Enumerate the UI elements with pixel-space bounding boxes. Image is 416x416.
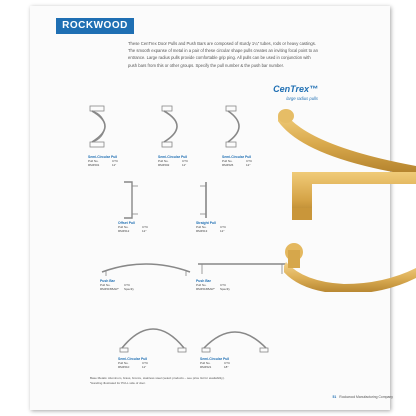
- product-push-bar-2: [196, 252, 288, 291]
- ctc-value: 11": [142, 365, 147, 369]
- ctc-header: CTC: [246, 159, 253, 163]
- ctc-header: CTC: [124, 283, 131, 287]
- pull-no-header: Pull No.: [158, 159, 169, 163]
- intro-paragraph: These CenTrex Door Pulls and Push Bars are composed of sturdy 1¼" tubes, rods or heavy castings. The smooth expanse of metal in a pair of these circular shape pulls creates an inviting focal point to an entrance. Large radius pulls provide comfortable grip ping. All pulls can be used in conjunction with push bars from this or other groups. Specify the pull number & the push bar number.: [128, 41, 318, 68]
- ctc-value: Specify: [220, 287, 230, 291]
- pull-no: RM4526: [222, 163, 234, 167]
- ctc-value: Specify: [124, 287, 134, 291]
- item-title: Straight Pull: [196, 221, 216, 225]
- item-title: Semi-Circular Pull: [158, 155, 188, 159]
- pull-no: RM4513: [196, 229, 208, 233]
- ctc-value: 11": [112, 163, 117, 167]
- pull-no: RM4515BAR*: [100, 287, 119, 291]
- pull-no: RM4516BAR*: [196, 287, 215, 291]
- page-number: 51: [332, 395, 337, 399]
- semicircular-pull-drawing: [118, 316, 188, 356]
- ctc-header: CTC: [142, 225, 149, 229]
- pull-no: RM4521: [200, 365, 212, 369]
- pull-no-header: Pull No.: [118, 361, 129, 365]
- ctc-header: CTC: [220, 283, 227, 287]
- ctc-value: 11": [182, 163, 187, 167]
- pull-no: RM4510: [118, 365, 130, 369]
- company-name: Rockwood Manufacturing Company: [339, 395, 393, 399]
- ctc-header: CTC: [182, 159, 189, 163]
- ctc-header: CTC: [142, 361, 149, 365]
- pull-no-header: Pull No.: [222, 159, 233, 163]
- footer-notes: [90, 376, 320, 386]
- rockwood-logo: ROCKWOOD: [56, 18, 134, 34]
- semicircular-pull-drawing: [158, 104, 198, 154]
- product-semicircular-2: [158, 104, 228, 167]
- pull-no-header: Pull No.: [88, 159, 99, 163]
- item-title: Push Bar: [100, 279, 115, 283]
- product-straight-pull: [196, 180, 266, 233]
- brass-pull-photo-2: [288, 168, 416, 224]
- product-semicircular-5: [200, 316, 270, 369]
- push-bar-drawing: [196, 252, 288, 278]
- pull-no-header: Pull No.: [196, 283, 207, 287]
- item-title: Semi-Circular Pull: [222, 155, 252, 159]
- handing-note: *Handing illustrated for PULL side of door.: [90, 381, 146, 385]
- ctc-header: CTC: [224, 361, 231, 365]
- pull-no-header: Pull No.: [118, 225, 129, 229]
- semicircular-pull-drawing: [200, 316, 270, 356]
- ctc-header: CTC: [220, 225, 227, 229]
- ctc-value: 12": [220, 229, 225, 233]
- item-title: Semi-Circular Pull: [88, 155, 118, 159]
- pull-no-header: Pull No.: [196, 225, 207, 229]
- product-semicircular-1: [88, 104, 158, 167]
- page-footer: [285, 395, 393, 399]
- brass-pull-photo-3: [284, 232, 416, 292]
- brand-subtitle: large radius pulls: [286, 96, 318, 101]
- offset-pull-drawing: [118, 180, 158, 220]
- product-offset-pull: [118, 180, 188, 233]
- ctc-value: 12": [246, 163, 251, 167]
- product-semicircular-4: [118, 316, 188, 369]
- push-bar-drawing: [100, 252, 192, 278]
- pull-no: RM4502: [158, 163, 170, 167]
- semicircular-pull-drawing: [88, 104, 128, 154]
- item-title: Semi-Circular Pull: [118, 357, 148, 361]
- ctc-header: CTC: [112, 159, 119, 163]
- brand-title: CenTrex™: [273, 84, 318, 94]
- pull-no: RM4501: [88, 163, 100, 167]
- pull-no: RM4512: [118, 229, 130, 233]
- item-title: Semi-Circular Pull: [200, 357, 230, 361]
- pull-no-header: Pull No.: [200, 361, 211, 365]
- semicircular-pull-drawing: [222, 104, 262, 154]
- base-metals-note: Base Metals: Aluminum, brass, bronze, stainless steel (select products – see price list for availability).: [90, 376, 225, 380]
- item-title: Push Bar: [196, 279, 211, 283]
- ctc-value: 18": [224, 365, 229, 369]
- product-push-bar-1: [100, 252, 192, 291]
- straight-pull-drawing: [196, 180, 236, 220]
- item-title: Offset Pull: [118, 221, 135, 225]
- ctc-value: 12": [142, 229, 147, 233]
- pull-no-header: Pull No.: [100, 283, 111, 287]
